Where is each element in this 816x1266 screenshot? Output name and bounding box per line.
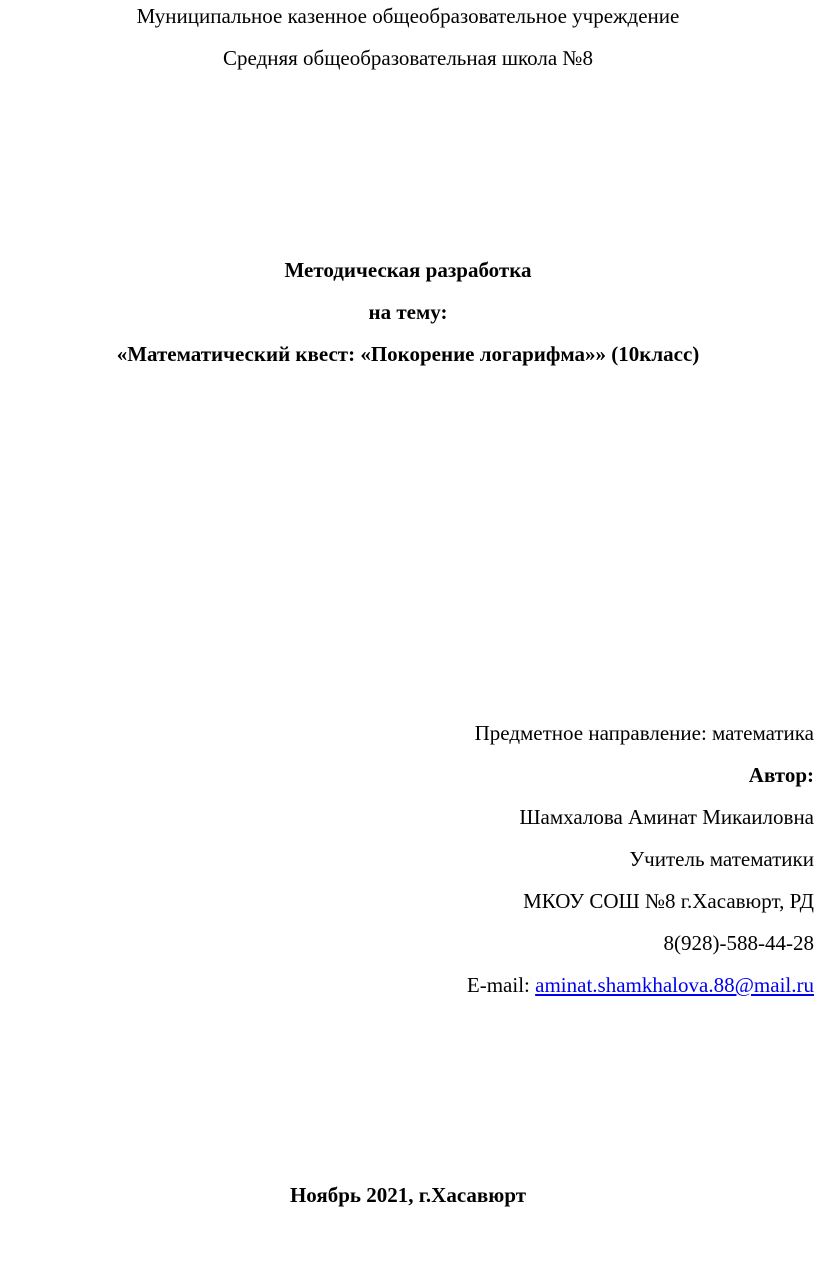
- document-title-line2: на тему:: [368, 300, 448, 324]
- email-label: E-mail:: [466, 973, 530, 997]
- author-phone: 8(928)-588-44-28: [663, 931, 814, 955]
- author-name: Шамхалова Аминат Микаиловна: [519, 805, 814, 829]
- subject-direction: Предметное направление: математика: [474, 721, 814, 745]
- date-place: Ноябрь 2021, г.Хасавюрт: [289, 1183, 527, 1207]
- author-email-line: [467, 972, 814, 998]
- email-link[interactable]: aminat.shamkhalova.88@mail.ru: [535, 973, 814, 997]
- document-title-line3: «Математический квест: «Покорение логарифма»» (10класс): [116, 342, 700, 366]
- author-position: Учитель математики: [629, 847, 814, 871]
- document-title-line1: Методическая разработка: [284, 258, 532, 282]
- school-name: Средняя общеобразовательная школа №8: [223, 46, 593, 70]
- author-label: Автор:: [748, 763, 814, 787]
- author-organization: МКОУ СОШ №8 г.Хасавюрт, РД: [523, 889, 814, 913]
- institution-name: Муниципальное казенное общеобразовательное учреждение: [136, 4, 680, 28]
